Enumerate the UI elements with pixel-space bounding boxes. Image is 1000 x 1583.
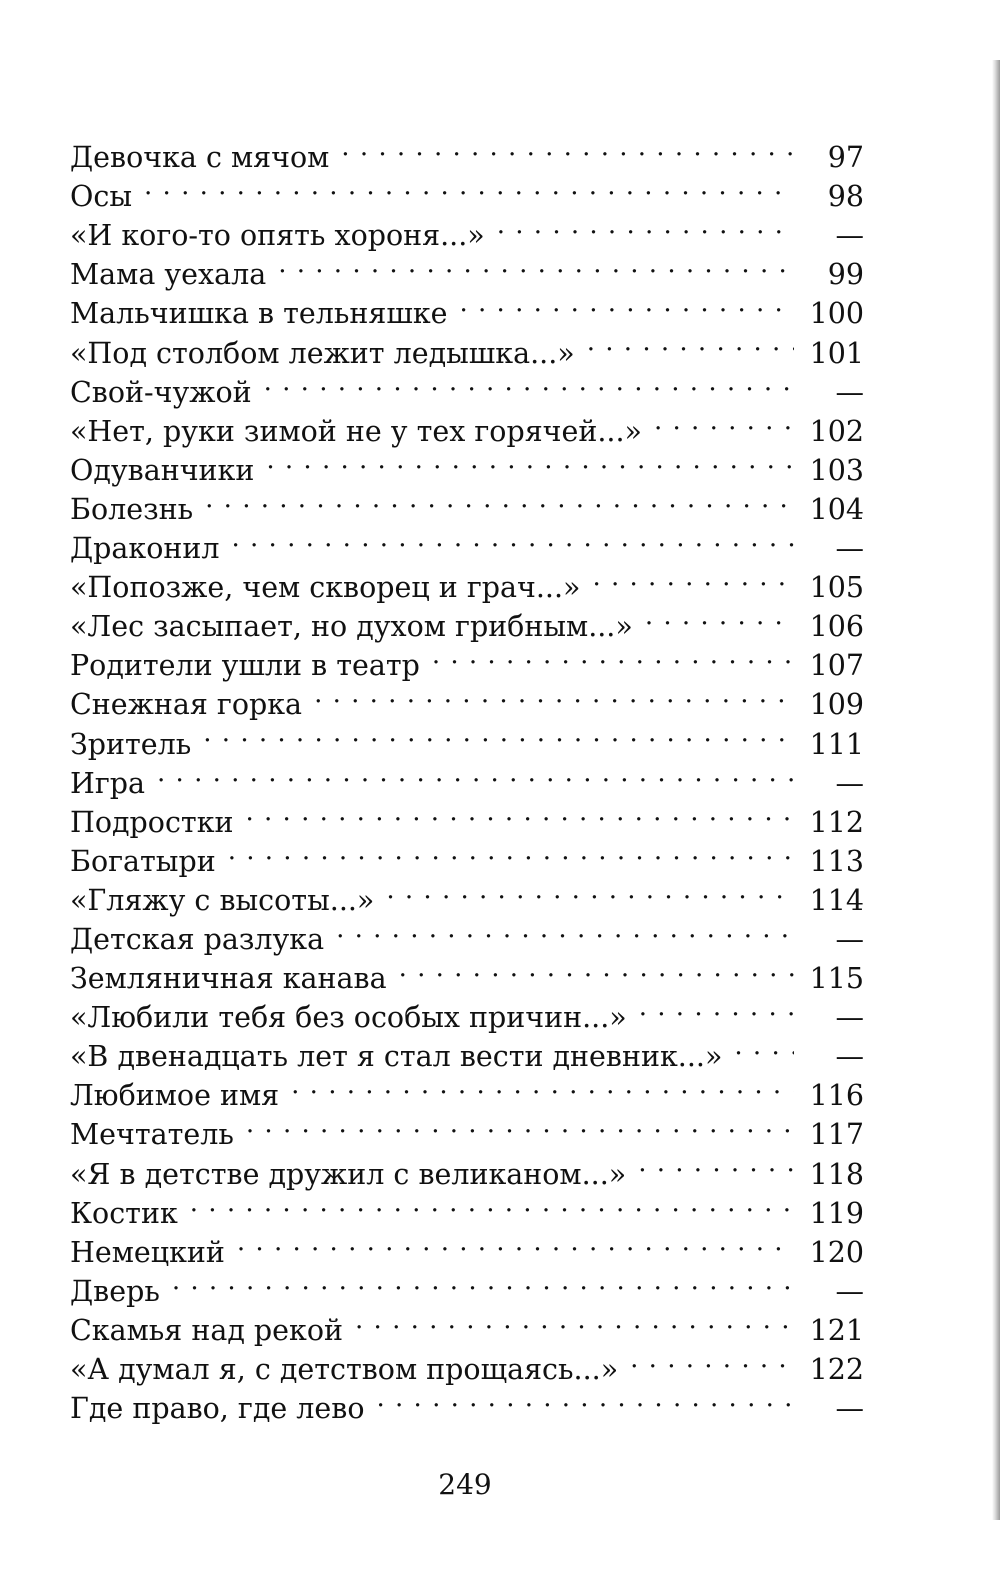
toc-entry-page: — bbox=[835, 532, 864, 566]
toc-dot-leader bbox=[336, 910, 794, 949]
toc-entry-title: Дверь bbox=[70, 1274, 160, 1308]
toc-entry-page: — bbox=[835, 766, 864, 800]
toc-entry-page: 99 bbox=[827, 258, 864, 292]
toc-entry bbox=[70, 793, 864, 839]
toc-dot-leader bbox=[157, 754, 794, 793]
toc-entry-title: «Любили тебя без особых причин...» bbox=[70, 1001, 627, 1035]
toc-entry-page: — bbox=[835, 375, 864, 409]
toc-entry-page: 112 bbox=[809, 805, 864, 839]
toc-entry-page: 120 bbox=[809, 1235, 864, 1269]
toc-entry-page: 116 bbox=[809, 1079, 864, 1113]
toc-entry-title: Одуванчики bbox=[70, 453, 255, 487]
toc-dot-leader bbox=[587, 323, 794, 362]
toc-entry-title: Девочка с мячом bbox=[70, 141, 330, 175]
toc-dot-leader bbox=[592, 558, 794, 597]
toc-entry-page: 111 bbox=[809, 727, 864, 761]
table-of-contents bbox=[70, 128, 864, 1426]
toc-entry-title: Родители ушли в театр bbox=[70, 649, 420, 683]
toc-entry-title: Драконил bbox=[70, 532, 220, 566]
toc-entry-page: 103 bbox=[809, 453, 864, 487]
toc-entry-title: Подростки bbox=[70, 805, 234, 839]
toc-entry-title: Осы bbox=[70, 180, 133, 214]
toc-entry-page: — bbox=[835, 922, 864, 956]
toc-entry-page: 100 bbox=[809, 297, 864, 331]
toc-entry-page: — bbox=[835, 1001, 864, 1035]
toc-entry-page: 105 bbox=[809, 571, 864, 605]
toc-dot-leader bbox=[278, 245, 794, 284]
toc-entry-page: 114 bbox=[809, 883, 864, 917]
toc-entry-title: Земляничная канава bbox=[70, 962, 387, 996]
toc-dot-leader bbox=[246, 1105, 794, 1144]
toc-dot-leader bbox=[144, 167, 794, 206]
toc-entry-title: «Под столбом лежит ледышка...» bbox=[70, 336, 575, 370]
toc-dot-leader bbox=[205, 480, 794, 519]
toc-dot-leader bbox=[460, 284, 795, 323]
toc-entry-page: 122 bbox=[809, 1353, 864, 1386]
toc-dot-leader bbox=[341, 128, 794, 167]
toc-dot-leader bbox=[654, 402, 794, 441]
toc-entry-page: 106 bbox=[809, 610, 864, 644]
toc-entry-title: Богатыри bbox=[70, 844, 216, 878]
toc-entry-title: Скамья над рекой bbox=[70, 1313, 344, 1347]
toc-dot-leader bbox=[432, 636, 794, 675]
toc-entry-page: 115 bbox=[809, 962, 864, 996]
toc-entry-page: 98 bbox=[827, 180, 864, 214]
toc-entry-page: 102 bbox=[809, 414, 864, 448]
toc-entry-title: Болезнь bbox=[70, 492, 194, 526]
toc-dot-leader bbox=[231, 519, 794, 558]
page-number: 249 bbox=[438, 1468, 492, 1501]
toc-entry-title: «Попозже, чем скворец и грач...» bbox=[70, 571, 581, 605]
toc-entry-page: 119 bbox=[809, 1196, 864, 1230]
toc-entry bbox=[70, 128, 864, 175]
page-edge-shadow bbox=[992, 60, 1000, 1520]
toc-entry-title: «И кого-то опять хороня...» bbox=[70, 219, 485, 253]
toc-entry-title: Свой-чужой bbox=[70, 375, 252, 409]
toc-dot-leader bbox=[266, 441, 794, 480]
toc-dot-leader bbox=[228, 832, 794, 871]
toc-entry-title: «В двенадцать лет я стал вести дневник...» bbox=[70, 1040, 723, 1074]
toc-entry bbox=[70, 206, 864, 253]
toc-dot-leader bbox=[630, 1340, 794, 1379]
toc-entry-page: 113 bbox=[809, 844, 864, 878]
toc-entry-title: «Нет, руки зимой не у тех горячей...» bbox=[70, 414, 642, 448]
toc-dot-leader bbox=[203, 714, 794, 753]
toc-dot-leader bbox=[734, 1027, 794, 1066]
toc-entry-page: — bbox=[835, 1040, 864, 1074]
toc-dot-leader bbox=[264, 363, 794, 402]
toc-entry-title: Где право, где лево bbox=[70, 1392, 365, 1426]
toc-dot-leader bbox=[246, 793, 795, 832]
toc-entry-title: «Гляжу с высоты...» bbox=[70, 883, 375, 917]
toc-dot-leader bbox=[291, 1066, 794, 1105]
toc-entry-page: 104 bbox=[809, 492, 864, 526]
toc-entry bbox=[70, 754, 864, 800]
toc-entry-page: 101 bbox=[809, 336, 864, 370]
toc-entry-page: 97 bbox=[827, 141, 864, 175]
toc-dot-leader bbox=[172, 1262, 794, 1301]
toc-entry-title: «Я в детстве дружил с великаном...» bbox=[70, 1157, 627, 1191]
toc-dot-leader bbox=[314, 675, 794, 714]
toc-entry-title: Зритель bbox=[70, 727, 192, 761]
toc-entry-page: — bbox=[835, 1392, 864, 1426]
toc-dot-leader bbox=[645, 597, 794, 636]
toc-entry-title: Детская разлука bbox=[70, 922, 325, 956]
toc-dot-leader bbox=[638, 1144, 794, 1183]
toc-entry bbox=[70, 1262, 864, 1308]
toc-dot-leader bbox=[386, 871, 794, 910]
toc-entry-page: — bbox=[835, 219, 864, 253]
toc-dot-leader bbox=[190, 1184, 794, 1223]
toc-entry bbox=[70, 1184, 864, 1230]
toc-entry-title: «А думал я, с детством прощаясь...» bbox=[70, 1353, 619, 1386]
toc-entry-title: Любимое имя bbox=[70, 1079, 280, 1113]
toc-entry-title: Костик bbox=[70, 1196, 178, 1230]
toc-dot-leader bbox=[237, 1223, 794, 1262]
toc-entry bbox=[70, 167, 864, 214]
toc-entry-page: 118 bbox=[809, 1157, 864, 1191]
toc-entry-title: Игра bbox=[70, 766, 146, 800]
toc-entry-page: 109 bbox=[809, 688, 864, 722]
toc-entry-title: Немецкий bbox=[70, 1235, 225, 1269]
toc-entry-title: Мальчишка в тельняшке bbox=[70, 297, 448, 331]
toc-entry bbox=[70, 1223, 864, 1269]
toc-dot-leader bbox=[639, 988, 794, 1027]
toc-entry-title: Мама уехала bbox=[70, 258, 267, 292]
toc-entry-title: «Лес засыпает, но духом грибным...» bbox=[70, 610, 633, 644]
toc-entry bbox=[70, 1301, 864, 1347]
toc-entry-page: 121 bbox=[809, 1313, 864, 1347]
toc-entry-page: 117 bbox=[809, 1118, 864, 1152]
toc-entry-page: 107 bbox=[809, 649, 864, 683]
toc-dot-leader bbox=[376, 1379, 794, 1418]
toc-entry-page: — bbox=[835, 1274, 864, 1308]
toc-entry-title: Снежная горка bbox=[70, 688, 303, 722]
toc-dot-leader bbox=[497, 206, 794, 245]
toc-dot-leader bbox=[399, 949, 794, 988]
toc-dot-leader bbox=[355, 1301, 794, 1340]
toc-entry-title: Мечтатель bbox=[70, 1118, 234, 1152]
